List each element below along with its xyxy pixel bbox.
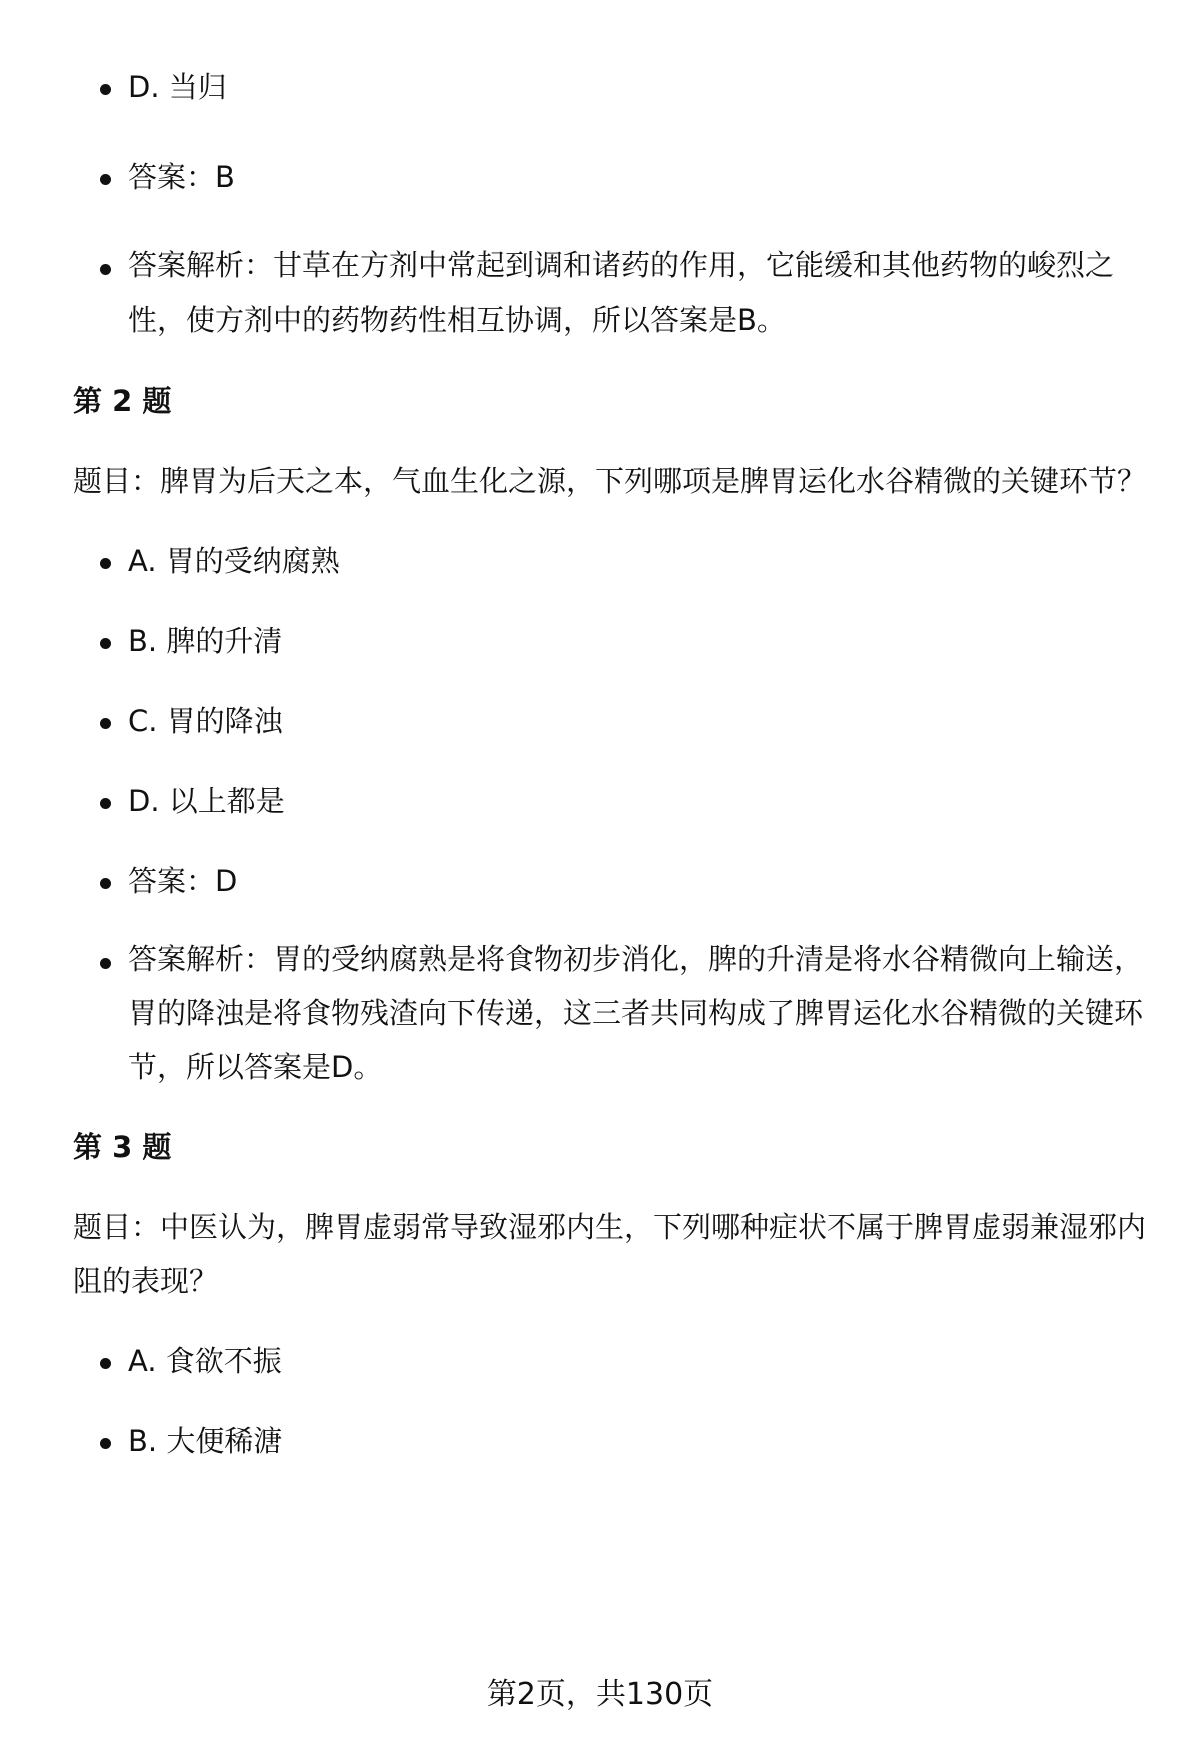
- option-d: D. 以上都是: [73, 772, 1153, 830]
- answer-explanation: 答案解析：胃的受纳腐熟是将食物初步消化，脾的升清是将水谷精微向上输送，胃的降浊是将食物残渣向下传递，这三者共同构成了脾胃运化水谷精微的关键环节，所以答案是D。: [73, 932, 1153, 1094]
- option-c: C. 胃的降浊: [73, 692, 1153, 750]
- option-b: B. 大便稀溏: [73, 1412, 1153, 1470]
- option-a: A. 胃的受纳腐熟: [73, 532, 1153, 590]
- option-b: B. 脾的升清: [73, 612, 1153, 670]
- option-d: D. 当归: [73, 58, 1153, 116]
- q3-options-list: [73, 1332, 1153, 1470]
- answer: 答案：B: [73, 148, 1153, 206]
- question-stem: 题目：脾胃为后天之本，气血生化之源，下列哪项是脾胃运化水谷精微的关键环节？: [73, 464, 1147, 498]
- option-a: A. 食欲不振: [73, 1332, 1153, 1390]
- answer-explanation: 答案解析：甘草在方剂中常起到调和诸药的作用，它能缓和其他药物的峻烈之性，使方剂中的药物药性相互协调，所以答案是B。: [73, 238, 1153, 348]
- question-heading: 第 2 题: [73, 384, 172, 418]
- q2-options-list: [73, 532, 1153, 1094]
- question-stem: 题目：中医认为，脾胃虚弱常导致湿邪内生，下列哪种症状不属于脾胃虚弱兼湿邪内阻的表现？: [73, 1210, 1147, 1298]
- question-heading: 第 3 题: [73, 1130, 172, 1164]
- page-content: [73, 58, 1153, 1470]
- page-footer: 第2页，共130页: [486, 1677, 714, 1712]
- q1-tail-list: [73, 58, 1153, 348]
- answer: 答案：D: [73, 852, 1153, 910]
